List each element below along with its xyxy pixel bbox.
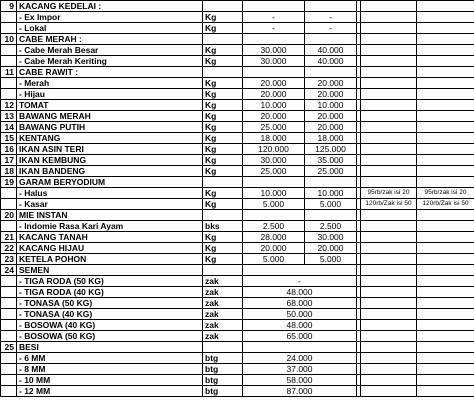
price-cell[interactable]: 30.000 [243, 56, 305, 67]
price-cell[interactable] [243, 265, 357, 276]
table-row [1, 45, 474, 56]
price-cell[interactable]: - [243, 23, 305, 34]
note-cell[interactable] [417, 276, 474, 287]
item-name-cell[interactable]: KACANG KEDELAI : [17, 1, 203, 12]
row-number-cell[interactable]: 14 [1, 122, 17, 133]
price-cell[interactable]: 20.000 [243, 78, 305, 89]
table-row [1, 1, 474, 12]
table-row [1, 386, 474, 397]
unit-cell[interactable]: Kg [203, 254, 243, 265]
price-cell[interactable]: - [305, 12, 357, 23]
table-row [1, 320, 474, 331]
note-cell[interactable] [417, 133, 474, 144]
price-cell[interactable]: 20.000 [305, 111, 357, 122]
unit-cell[interactable]: Kg [203, 122, 243, 133]
note-cell[interactable] [417, 23, 474, 34]
price-cell[interactable]: - [243, 12, 305, 23]
unit-cell[interactable]: zak [203, 331, 243, 342]
note-cell[interactable] [361, 23, 417, 34]
row-number-cell[interactable]: 11 [1, 67, 17, 78]
unit-cell[interactable]: Kg [203, 188, 243, 199]
unit-cell[interactable]: Kg [203, 133, 243, 144]
table-row [1, 23, 474, 34]
note-cell[interactable]: 95rb/zak isi 20 [361, 188, 417, 199]
price-cell[interactable]: 25.000 [243, 122, 305, 133]
note-cell[interactable] [417, 375, 474, 386]
unit-cell[interactable]: Kg [203, 232, 243, 243]
row-number-cell[interactable] [1, 45, 17, 56]
row-number-cell[interactable] [1, 331, 17, 342]
note-cell[interactable] [417, 386, 474, 397]
item-name-cell[interactable]: - 12 MM [17, 386, 203, 397]
note-cell[interactable] [361, 287, 417, 298]
note-cell[interactable] [417, 309, 474, 320]
unit-cell[interactable]: Kg [203, 155, 243, 166]
unit-cell[interactable]: zak [203, 309, 243, 320]
item-name-cell[interactable]: - 8 MM [17, 364, 203, 375]
price-cell[interactable] [305, 1, 357, 12]
price-cell[interactable]: 30.000 [243, 45, 305, 56]
row-number-cell[interactable]: 22 [1, 243, 17, 254]
price-cell[interactable]: 68.000 [243, 298, 357, 309]
note-cell[interactable] [361, 276, 417, 287]
row-number-cell[interactable]: 9 [1, 1, 17, 12]
item-name-cell[interactable]: - TONASA (50 KG) [17, 298, 203, 309]
note-cell[interactable] [417, 12, 474, 23]
unit-cell[interactable] [203, 1, 243, 12]
table-row [1, 199, 474, 210]
note-cell[interactable] [417, 56, 474, 67]
unit-cell[interactable]: bks [203, 221, 243, 232]
item-name-cell[interactable]: KACANG HIJAU [17, 243, 203, 254]
table-row [1, 166, 474, 177]
note-cell[interactable] [417, 1, 474, 12]
row-number-cell[interactable]: 12 [1, 100, 17, 111]
note-cell[interactable] [417, 100, 474, 111]
item-name-cell[interactable]: IKAN KEMBUNG [17, 155, 203, 166]
note-cell[interactable] [361, 375, 417, 386]
note-cell[interactable] [417, 177, 474, 188]
note-cell[interactable] [361, 342, 417, 353]
note-cell[interactable] [361, 155, 417, 166]
price-cell[interactable] [243, 34, 305, 45]
price-cell[interactable]: 20.000 [305, 78, 357, 89]
row-number-cell[interactable]: 15 [1, 133, 17, 144]
note-cell[interactable] [417, 78, 474, 89]
note-cell[interactable] [417, 221, 474, 232]
table-row [1, 56, 474, 67]
item-name-cell[interactable]: - Cabe Merah Keriting [17, 56, 203, 67]
item-name-cell[interactable]: - 10 MM [17, 375, 203, 386]
item-name-cell[interactable]: - Merah [17, 78, 203, 89]
note-cell[interactable] [361, 133, 417, 144]
row-number-cell[interactable]: 17 [1, 155, 17, 166]
note-cell[interactable] [417, 67, 474, 78]
row-number-cell[interactable]: 10 [1, 34, 17, 45]
price-cell[interactable]: 30.000 [305, 232, 357, 243]
price-cell[interactable]: 50.000 [243, 309, 357, 320]
table-row [1, 34, 474, 45]
note-cell[interactable] [417, 331, 474, 342]
item-name-cell[interactable]: - TONASA (40 KG) [17, 309, 203, 320]
note-cell[interactable] [361, 1, 417, 12]
item-name-cell[interactable]: MIE INSTAN [17, 210, 203, 221]
price-cell[interactable]: 48.000 [243, 320, 357, 331]
note-cell[interactable] [361, 221, 417, 232]
note-cell[interactable] [417, 342, 474, 353]
note-cell[interactable] [361, 166, 417, 177]
note-cell[interactable] [361, 320, 417, 331]
price-cell[interactable]: 120.000 [243, 144, 305, 155]
row-number-cell[interactable]: 18 [1, 166, 17, 177]
table-row [1, 342, 474, 353]
table-row [1, 122, 474, 133]
table-row [1, 254, 474, 265]
price-cell[interactable]: 125.000 [305, 144, 357, 155]
note-cell[interactable] [361, 100, 417, 111]
price-cell[interactable]: 40.000 [305, 56, 357, 67]
note-cell[interactable] [361, 34, 417, 45]
row-number-cell[interactable]: 24 [1, 265, 17, 276]
price-cell[interactable]: 5.000 [243, 199, 305, 210]
table-row [1, 188, 474, 199]
table-row [1, 353, 474, 364]
table-row [1, 100, 474, 111]
row-number-cell[interactable] [1, 12, 17, 23]
item-name-cell[interactable]: - TIGA RODA (50 KG) [17, 276, 203, 287]
price-cell[interactable]: 37.000 [243, 364, 357, 375]
table-row [1, 78, 474, 89]
unit-cell[interactable] [203, 177, 243, 188]
note-cell[interactable] [361, 56, 417, 67]
unit-cell[interactable]: btg [203, 364, 243, 375]
note-cell[interactable] [361, 89, 417, 100]
item-name-cell[interactable]: - Halus [17, 188, 203, 199]
table-row [1, 309, 474, 320]
price-cell[interactable]: 10.000 [243, 188, 305, 199]
note-cell[interactable] [361, 78, 417, 89]
unit-cell[interactable]: Kg [203, 56, 243, 67]
price-cell[interactable]: 87.000 [243, 386, 357, 397]
unit-cell[interactable]: Kg [203, 243, 243, 254]
note-cell[interactable]: 120rb/Zak isi 50 [361, 199, 417, 210]
price-cell[interactable]: 10.000 [243, 100, 305, 111]
item-name-cell[interactable]: KENTANG [17, 133, 203, 144]
note-cell[interactable] [417, 144, 474, 155]
note-cell[interactable] [361, 353, 417, 364]
price-cell[interactable]: 65.000 [243, 331, 357, 342]
table-row [1, 287, 474, 298]
row-number-cell[interactable]: 13 [1, 111, 17, 122]
price-cell[interactable]: 18.000 [305, 133, 357, 144]
row-number-cell[interactable]: 23 [1, 254, 17, 265]
table-row [1, 276, 474, 287]
price-cell[interactable] [243, 342, 357, 353]
note-cell[interactable] [361, 243, 417, 254]
note-cell[interactable] [417, 364, 474, 375]
item-name-cell[interactable]: - 6 MM [17, 353, 203, 364]
table-row [1, 177, 474, 188]
row-number-cell[interactable] [1, 287, 17, 298]
unit-cell[interactable]: Kg [203, 144, 243, 155]
row-number-cell[interactable] [1, 309, 17, 320]
unit-cell[interactable]: zak [203, 287, 243, 298]
price-cell[interactable]: 10.000 [305, 188, 357, 199]
table-row [1, 331, 474, 342]
unit-cell[interactable]: Kg [203, 166, 243, 177]
price-cell[interactable]: 24.000 [243, 353, 357, 364]
price-cell[interactable] [243, 1, 305, 12]
item-name-cell[interactable]: CABE MERAH : [17, 34, 203, 45]
note-cell[interactable] [361, 12, 417, 23]
unit-cell[interactable]: Kg [203, 199, 243, 210]
item-name-cell[interactable]: BAWANG MERAH [17, 111, 203, 122]
table-body [1, 1, 474, 397]
row-number-cell[interactable] [1, 78, 17, 89]
table-row [1, 265, 474, 276]
table-row [1, 133, 474, 144]
note-cell[interactable] [417, 34, 474, 45]
note-cell[interactable] [417, 254, 474, 265]
table-row [1, 111, 474, 122]
table-row [1, 232, 474, 243]
price-cell[interactable] [243, 67, 305, 78]
note-cell[interactable] [417, 287, 474, 298]
item-name-cell[interactable]: - Kasar [17, 199, 203, 210]
price-cell[interactable] [305, 34, 357, 45]
item-name-cell[interactable]: - BOSOWA (40 KG) [17, 320, 203, 331]
table-row [1, 67, 474, 78]
item-name-cell[interactable]: KACANG TANAH [17, 232, 203, 243]
table-row [1, 298, 474, 309]
row-number-cell[interactable]: 16 [1, 144, 17, 155]
note-cell[interactable] [361, 122, 417, 133]
note-cell[interactable] [361, 177, 417, 188]
unit-cell[interactable]: btg [203, 353, 243, 364]
price-cell[interactable]: 20.000 [243, 89, 305, 100]
price-cell[interactable]: 25.000 [305, 166, 357, 177]
price-cell[interactable]: 20.000 [243, 111, 305, 122]
price-cell[interactable]: - [305, 23, 357, 34]
price-cell[interactable]: 18.000 [243, 133, 305, 144]
unit-cell[interactable]: zak [203, 298, 243, 309]
price-cell[interactable]: 2.500 [243, 221, 305, 232]
row-number-cell[interactable] [1, 89, 17, 100]
row-number-cell[interactable] [1, 386, 17, 397]
table-row [1, 210, 474, 221]
note-cell[interactable] [417, 320, 474, 331]
item-name-cell[interactable]: - Indomie Rasa Kari Ayam [17, 221, 203, 232]
price-cell[interactable]: 5.000 [305, 199, 357, 210]
note-cell[interactable] [361, 254, 417, 265]
note-cell[interactable] [417, 232, 474, 243]
unit-cell[interactable]: Kg [203, 111, 243, 122]
row-number-cell[interactable] [1, 276, 17, 287]
table-row [1, 89, 474, 100]
unit-cell[interactable] [203, 210, 243, 221]
price-cell[interactable]: 30.000 [243, 155, 305, 166]
price-cell[interactable]: 20.000 [305, 243, 357, 254]
note-cell[interactable] [417, 155, 474, 166]
note-cell[interactable] [361, 364, 417, 375]
note-cell[interactable] [361, 144, 417, 155]
price-cell[interactable]: 58.000 [243, 375, 357, 386]
price-cell[interactable] [243, 210, 305, 221]
price-cell[interactable] [243, 177, 305, 188]
item-name-cell[interactable]: - Hijau [17, 89, 203, 100]
note-cell[interactable] [417, 298, 474, 309]
price-cell[interactable]: 40.000 [305, 45, 357, 56]
unit-cell[interactable]: Kg [203, 12, 243, 23]
row-number-cell[interactable]: 20 [1, 210, 17, 221]
table-row [1, 12, 474, 23]
note-cell[interactable] [361, 232, 417, 243]
unit-cell[interactable]: zak [203, 320, 243, 331]
unit-cell[interactable]: Kg [203, 23, 243, 34]
unit-cell[interactable] [203, 265, 243, 276]
table-row [1, 221, 474, 232]
note-cell[interactable] [417, 111, 474, 122]
table-row [1, 375, 474, 386]
price-cell[interactable]: 10.000 [305, 100, 357, 111]
unit-cell[interactable]: btg [203, 375, 243, 386]
note-cell[interactable] [361, 309, 417, 320]
unit-cell[interactable] [203, 67, 243, 78]
item-name-cell[interactable]: BAWANG PUTIH [17, 122, 203, 133]
item-name-cell[interactable]: - TIGA RODA (40 KG) [17, 287, 203, 298]
note-cell[interactable] [361, 298, 417, 309]
note-cell[interactable]: 120rb/Zak isi 50 [417, 199, 474, 210]
unit-cell[interactable]: Kg [203, 78, 243, 89]
row-number-cell[interactable] [1, 221, 17, 232]
item-name-cell[interactable]: IKAN ASIN TERI [17, 144, 203, 155]
price-cell[interactable]: 20.000 [243, 243, 305, 254]
note-cell[interactable] [361, 111, 417, 122]
price-cell[interactable]: - [243, 276, 357, 287]
item-name-cell[interactable]: - Ex Impor [17, 12, 203, 23]
unit-cell[interactable]: Kg [203, 89, 243, 100]
row-number-cell[interactable] [1, 298, 17, 309]
table-row [1, 364, 474, 375]
unit-cell[interactable]: Kg [203, 100, 243, 111]
price-cell[interactable]: 5.000 [243, 254, 305, 265]
unit-cell[interactable]: zak [203, 276, 243, 287]
item-name-cell[interactable]: GARAM BERYODIUM [17, 177, 203, 188]
unit-cell[interactable]: btg [203, 386, 243, 397]
row-number-cell[interactable] [1, 199, 17, 210]
row-number-cell[interactable] [1, 375, 17, 386]
note-cell[interactable] [361, 386, 417, 397]
item-name-cell[interactable]: - BOSOWA (50 KG) [17, 331, 203, 342]
note-cell[interactable]: 95rb/zak isi 20 [417, 188, 474, 199]
row-number-cell[interactable]: 19 [1, 177, 17, 188]
price-cell[interactable]: 2.500 [305, 221, 357, 232]
price-cell[interactable]: 25.000 [243, 166, 305, 177]
row-number-cell[interactable] [1, 188, 17, 199]
unit-cell[interactable] [203, 342, 243, 353]
row-number-cell[interactable] [1, 364, 17, 375]
note-cell[interactable] [361, 67, 417, 78]
item-name-cell[interactable]: TOMAT [17, 100, 203, 111]
table-row [1, 155, 474, 166]
table-row [1, 243, 474, 254]
price-cell[interactable]: 5.000 [305, 254, 357, 265]
note-cell[interactable] [417, 353, 474, 364]
item-name-cell[interactable]: SEMEN [17, 265, 203, 276]
note-cell[interactable] [417, 122, 474, 133]
row-number-cell[interactable] [1, 320, 17, 331]
price-cell[interactable]: 48.000 [243, 287, 357, 298]
item-name-cell[interactable]: - Lokal [17, 23, 203, 34]
note-cell[interactable] [417, 210, 474, 221]
price-cell[interactable] [305, 210, 357, 221]
note-cell[interactable] [417, 166, 474, 177]
price-cell[interactable]: 28.000 [243, 232, 305, 243]
item-name-cell[interactable]: - Cabe Merah Besar [17, 45, 203, 56]
unit-cell[interactable]: Kg [203, 45, 243, 56]
row-number-cell[interactable] [1, 353, 17, 364]
price-cell[interactable] [305, 177, 357, 188]
row-number-cell[interactable]: 21 [1, 232, 17, 243]
item-name-cell[interactable]: IKAN BANDENG [17, 166, 203, 177]
price-cell[interactable]: 35.000 [305, 155, 357, 166]
item-name-cell[interactable]: KETELA POHON [17, 254, 203, 265]
note-cell[interactable] [361, 45, 417, 56]
price-cell[interactable]: 20.000 [305, 122, 357, 133]
note-cell[interactable] [361, 331, 417, 342]
note-cell[interactable] [417, 89, 474, 100]
row-number-cell[interactable] [1, 23, 17, 34]
table-row [1, 144, 474, 155]
note-cell[interactable] [417, 45, 474, 56]
row-number-cell[interactable] [1, 56, 17, 67]
note-cell[interactable] [361, 210, 417, 221]
note-cell[interactable] [417, 243, 474, 254]
price-cell[interactable] [305, 67, 357, 78]
note-cell[interactable] [417, 265, 474, 276]
unit-cell[interactable] [203, 34, 243, 45]
item-name-cell[interactable]: BESI [17, 342, 203, 353]
price-cell[interactable]: 20.000 [305, 89, 357, 100]
item-name-cell[interactable]: CABE RAWIT : [17, 67, 203, 78]
row-number-cell[interactable]: 25 [1, 342, 17, 353]
note-cell[interactable] [361, 265, 417, 276]
